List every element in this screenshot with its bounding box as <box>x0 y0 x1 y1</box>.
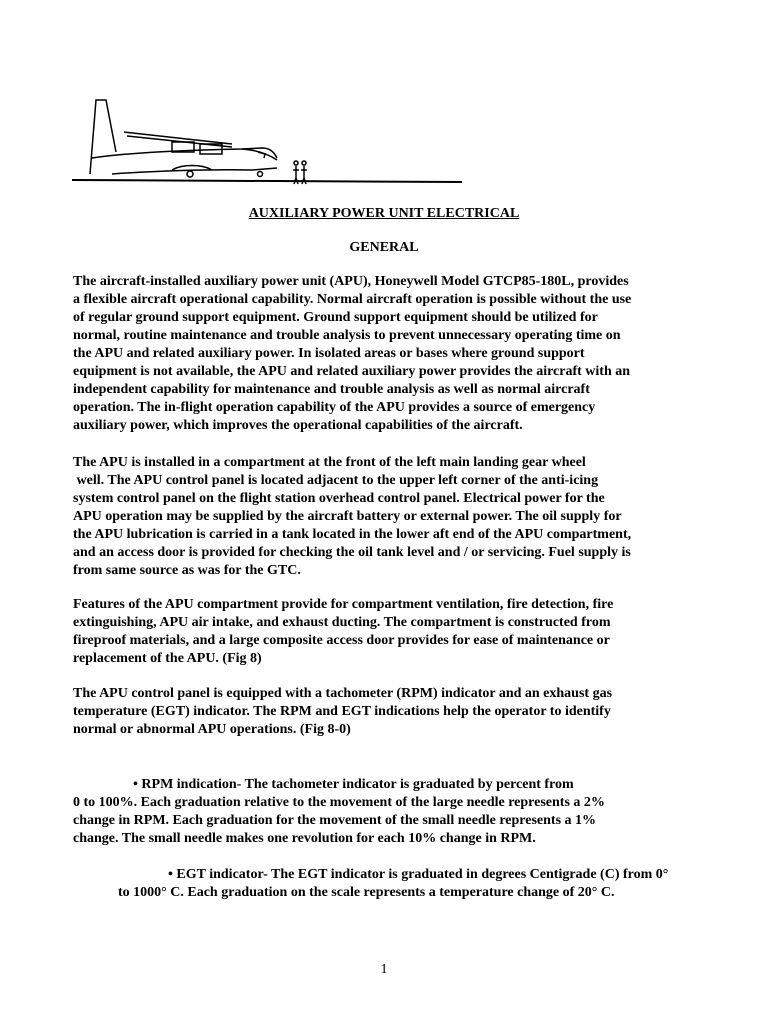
text-line: from same source as was for the GTC. <box>73 563 301 578</box>
text-line: Features of the APU compartment provide for compartment ventilation, fire detection, fire <box>73 597 614 612</box>
text-line: operation. The in-flight operation capability of the APU provides a source of emergency <box>73 400 596 415</box>
text-line: auxiliary power, which improves the operational capabilities of the aircraft. <box>73 418 523 433</box>
aircraft-illustration-icon <box>72 92 462 187</box>
paragraph-features <box>73 596 713 668</box>
document-title: AUXILIARY POWER UNIT ELECTRICAL <box>248 206 520 221</box>
text-line: • RPM indication- The tachometer indicator is graduated by percent from <box>133 777 574 792</box>
text-line: The aircraft-installed auxiliary power unit (APU), Honeywell Model GTCP85-180L, provides <box>73 274 629 289</box>
text-line: temperature (EGT) indicator. The RPM and EGT indications help the operator to identify <box>73 704 611 719</box>
text-line: APU operation may be supplied by the aircraft battery or external power. The oil supply for <box>73 509 622 524</box>
text-line: fireproof materials, and a large composite access door provides for ease of maintenance or <box>73 633 610 648</box>
text-line: to 1000° C. Each graduation on the scale represents a temperature change of 20° C. <box>118 885 615 900</box>
text-line: normal, routine maintenance and trouble analysis to prevent unnecessary operating time on <box>73 328 621 343</box>
text-line: replacement of the APU. (Fig 8) <box>73 651 262 666</box>
paragraph-control-panel <box>73 685 713 739</box>
text-line: and an access door is provided for checking the oil tank level and / or servicing. Fuel supply is <box>73 545 631 560</box>
paragraph-intro <box>73 273 713 435</box>
text-line: the APU and related auxiliary power. In isolated areas or bases where ground support <box>73 346 585 361</box>
text-line: of regular ground support equipment. Ground support equipment should be utilized for <box>73 310 598 325</box>
bullet-rpm <box>73 776 713 848</box>
text-line: The APU control panel is equipped with a tachometer (RPM) indicator and an exhaust gas <box>73 686 613 701</box>
text-line: independent capability for maintenance and trouble analysis as well as normal aircraft <box>73 382 590 397</box>
text-line: • EGT indicator- The EGT indicator is graduated in degrees Centigrade (C) from 0° <box>168 867 669 882</box>
text-line: well. The APU control panel is located adjacent to the upper left corner of the anti-icing <box>73 473 599 488</box>
paragraph-installation <box>73 454 713 580</box>
text-line: 0 to 100%. Each graduation relative to the movement of the large needle represents a 2% <box>73 795 605 810</box>
text-line: the APU lubrication is carried in a tank located in the lower aft end of the APU compartment, <box>73 527 632 542</box>
page-number: 1 <box>380 962 388 977</box>
text-line: system control panel on the flight station overhead control panel. Electrical power for the <box>73 491 605 506</box>
bullet-egt <box>118 866 758 902</box>
text-line: The APU is installed in a compartment at the front of the left main landing gear wheel <box>73 455 586 470</box>
section-heading: GENERAL <box>349 240 419 255</box>
text-line: change. The small needle makes one revolution for each 10% change in RPM. <box>73 831 536 846</box>
text-line: a flexible aircraft operational capability. Normal aircraft operation is possible without the use <box>73 292 632 307</box>
text-line: extinguishing, APU air intake, and exhaust ducting. The compartment is constructed from <box>73 615 611 630</box>
text-line: change in RPM. Each graduation for the movement of the small needle represents a 1% <box>73 813 597 828</box>
text-line: normal or abnormal APU operations. (Fig 8-0) <box>73 722 351 737</box>
text-line: equipment is not available, the APU and related auxiliary power provides the aircraft with an <box>73 364 631 379</box>
